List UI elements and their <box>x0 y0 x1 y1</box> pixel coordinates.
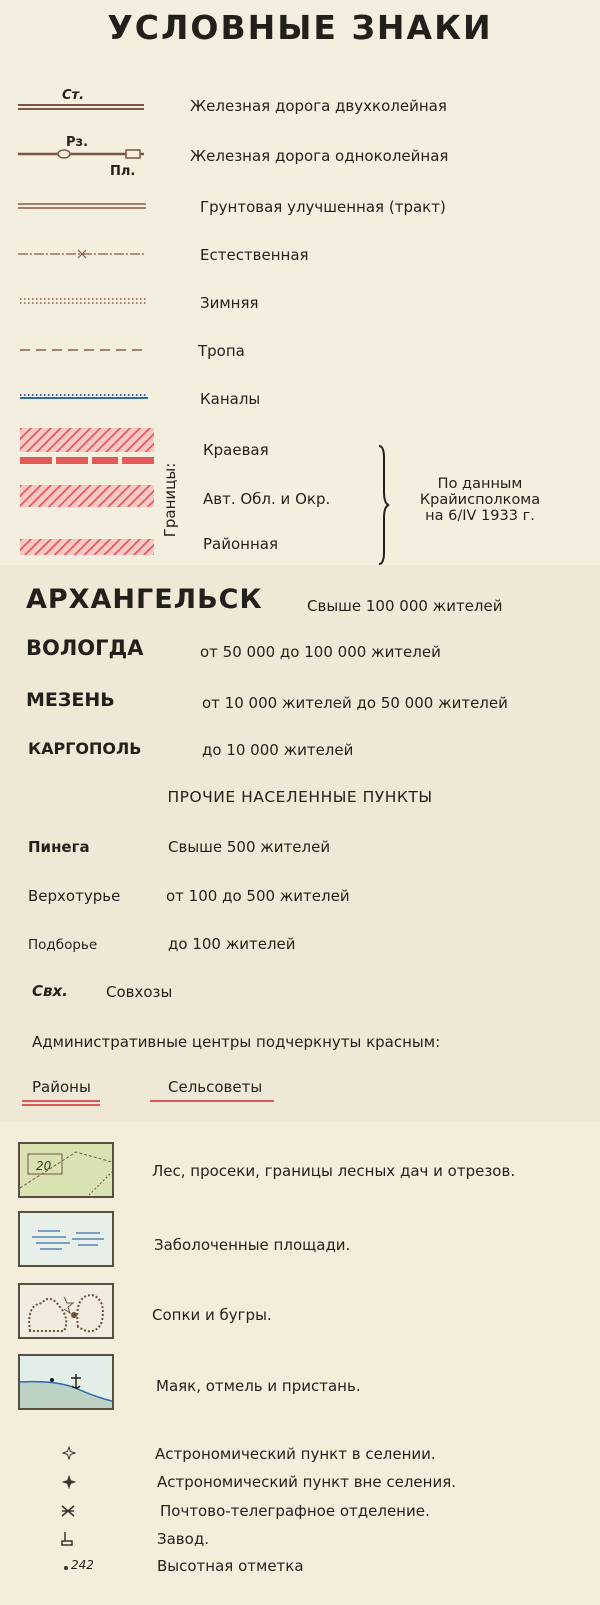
settlement-desc-medium: от 100 до 500 жителей <box>166 887 350 905</box>
astro-in-settlement-label: Астрономический пункт в селении. <box>155 1445 436 1463</box>
hills-label: Сопки и бугры. <box>152 1306 272 1324</box>
city-name-largest: АРХАНГЕЛЬСК <box>26 584 263 615</box>
borders-brace <box>376 444 392 566</box>
post-office-label: Почтово-телеграфное отделение. <box>160 1502 430 1520</box>
lighthouse-swatch <box>18 1354 114 1410</box>
elevation-dot-icon <box>64 1566 68 1570</box>
single-rail-symbol <box>16 148 146 162</box>
double-rail-label: Железная дорога двухколейная <box>190 97 447 115</box>
canals-label: Каналы <box>200 390 261 408</box>
factory-icon <box>60 1531 76 1547</box>
post-telegraph-icon <box>60 1504 76 1518</box>
natural-road-label: Естественная <box>200 246 309 264</box>
border-district-symbol <box>20 539 154 555</box>
hills-swatch <box>18 1283 114 1339</box>
settlement-name-small: Подборье <box>28 937 98 953</box>
border-regional-symbol <box>20 428 154 466</box>
city-name-small: КАРГОПОЛЬ <box>28 739 142 758</box>
admin-districts-label: Районы <box>32 1078 91 1096</box>
hills-pattern <box>20 1285 114 1339</box>
red-underline <box>22 1100 100 1102</box>
admin-councils-label: Сельсоветы <box>168 1078 263 1096</box>
forest-pattern <box>20 1144 114 1198</box>
winter-road-label: Зимняя <box>200 294 259 312</box>
borders-note-line: По данным <box>437 476 523 492</box>
trail-symbol <box>18 346 148 354</box>
improved-road-label: Грунтовая улучшенная (тракт) <box>200 198 446 216</box>
elevation-label: Высотная отметка <box>157 1557 304 1575</box>
sovkhoz-desc: Совхозы <box>106 983 173 1001</box>
settlement-name-medium: Верхотурье <box>28 887 121 905</box>
borders-group-label: Границы: <box>161 462 179 538</box>
other-settlements-heading: ПРОЧИЕ НАСЕЛЕННЫЕ ПУНКТЫ <box>167 788 433 806</box>
astro-point-in-settlement-icon <box>62 1446 76 1460</box>
border-district-label: Районная <box>203 535 278 553</box>
border-regional-label: Краевая <box>203 441 269 459</box>
city-desc-largest: Свыше 100 000 жителей <box>307 597 503 615</box>
settlement-desc-large: Свыше 500 жителей <box>168 838 331 856</box>
border-autonomous-symbol <box>20 485 154 507</box>
natural-road-symbol <box>16 248 148 260</box>
settlement-desc-small: до 100 жителей <box>168 935 296 953</box>
forest-swatch <box>18 1142 114 1198</box>
admin-centers-heading: Административные центры подчеркнуты красным: <box>32 1033 441 1051</box>
red-underline <box>150 1100 274 1102</box>
forest-label: Лес, просеки, границы лесных дач и отрезов. <box>152 1162 516 1180</box>
improved-road-symbol <box>16 200 148 212</box>
astro-outside-label: Астрономический пункт вне селения. <box>157 1473 456 1491</box>
single-rail-label: Железная дорога одноколейная <box>190 147 449 165</box>
winter-road-symbol <box>18 296 148 306</box>
city-desc-small: до 10 000 жителей <box>202 741 354 759</box>
platform-abbr: Пл. <box>110 164 136 179</box>
sovkhoz-abbr: Свх. <box>32 982 68 1000</box>
siding-abbr: Рз. <box>66 135 89 150</box>
swamp-pattern <box>20 1213 114 1267</box>
page-title: УСЛОВНЫЕ ЗНАКИ <box>107 8 493 47</box>
forest-box-number: 20 <box>36 1159 52 1173</box>
settlement-name-large: Пинега <box>28 838 90 856</box>
astro-point-outside-icon <box>62 1475 76 1489</box>
swamp-label: Заболоченные площади. <box>154 1236 351 1254</box>
border-autonomous-label: Авт. Обл. и Окр. <box>203 490 331 508</box>
elevation-value: 242 <box>71 1558 94 1572</box>
factory-label: Завод. <box>157 1530 209 1548</box>
borders-note <box>400 476 560 524</box>
canal-symbol <box>18 392 150 402</box>
borders-note-line: на 6/IV 1933 г. <box>425 508 535 524</box>
lighthouse-pattern <box>20 1356 114 1410</box>
station-abbr: Ст. <box>62 88 85 103</box>
city-name-medium: МЕЗЕНЬ <box>26 689 115 711</box>
lighthouse-label: Маяк, отмель и пристань. <box>156 1377 361 1395</box>
trail-label: Тропа <box>198 342 245 360</box>
borders-note-line: Крайисполкома <box>419 492 541 508</box>
city-desc-large: от 50 000 до 100 000 жителей <box>200 643 441 661</box>
city-name-large: ВОЛОГДА <box>26 636 144 660</box>
swamp-swatch <box>18 1211 114 1267</box>
red-underline <box>22 1104 100 1106</box>
city-desc-medium: от 10 000 жителей до 50 000 жителей <box>202 694 508 712</box>
